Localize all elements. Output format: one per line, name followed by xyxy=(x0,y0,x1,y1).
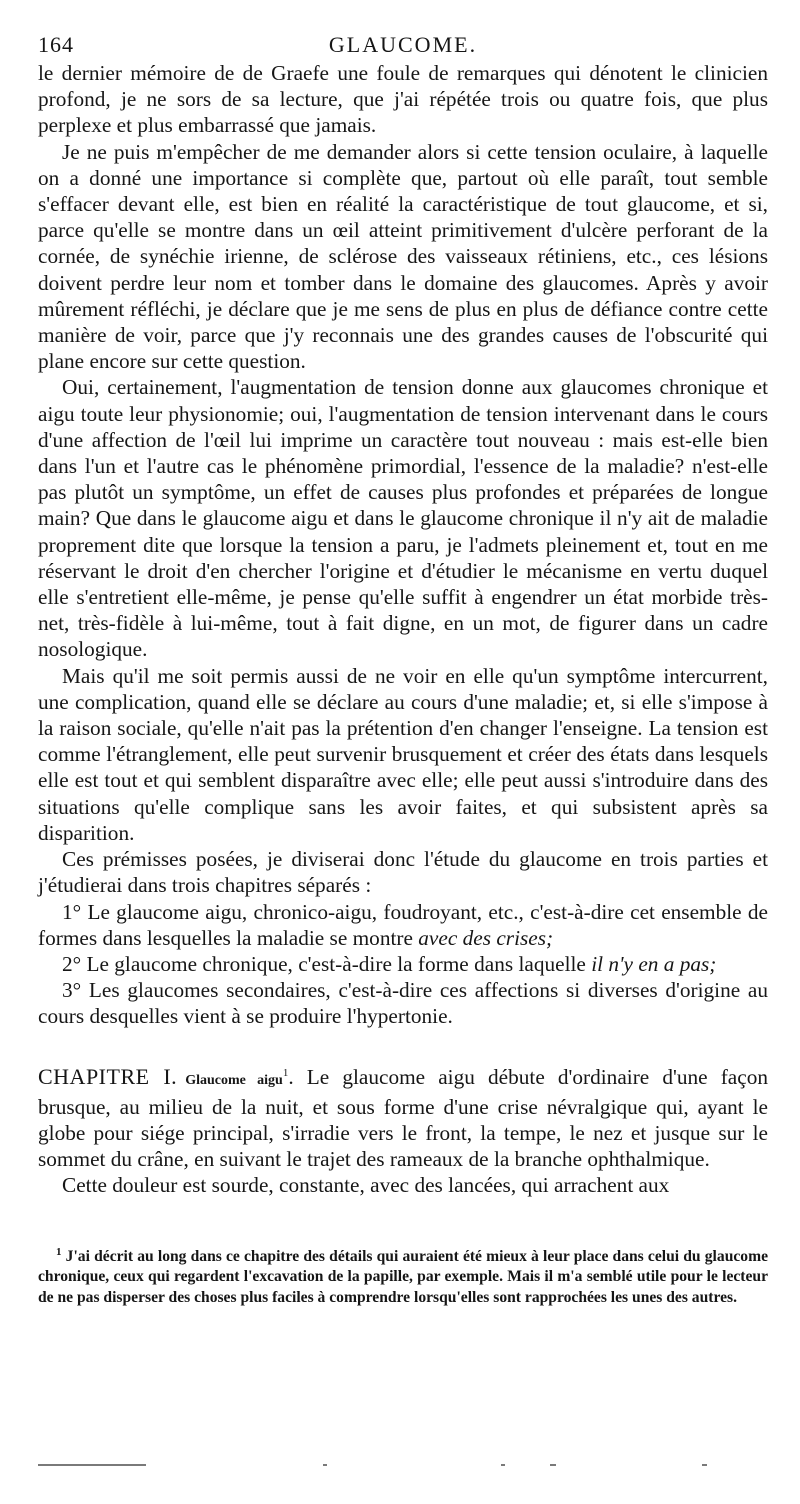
chapter-continuation: Cette douleur est sourde, constante, avec des lancées, qui arrachent aux xyxy=(62,1173,670,1198)
chapter-label: CHAPITRE I. xyxy=(38,1063,178,1089)
footnote xyxy=(38,1247,768,1309)
list-text: Le glaucome aigu, chronico-aigu, foudroyant, etc., c'est-à-dire cet ensemble de formes dans lesquelles la maladie se montre xyxy=(38,899,769,950)
bottom-marks xyxy=(38,1464,710,1468)
footnote-text: J'ai décrit au long dans ce chapitre des détails qui auraient été mieux à leur place dans celui du glaucome chronique, ceux qui regardent l'excavation de la papille, par exemple. Mais il m'a semblé utile pour le lecteur de ne pas disperser des choses plus faciles à comprendre lorsqu'elles sont rapprochées les unes des autres. xyxy=(38,1247,768,1306)
scan-mark xyxy=(702,1464,707,1466)
scan-mark xyxy=(550,1464,556,1466)
chapter-opening: CHAPITRE I. Glaucome aigu$^1$. Le glaucome aigu débute d'ordinaire d'une façon brusque, au milieu de la nuit, et sous forme d'une crise névralgique qui, ayant le globe pour siége principal, s'irradie vers le front, la tempe, le nez et jusque sur le sommet du crâne, en suivant le trajet des rameaux de la branche ophthalmique. xyxy=(38,1063,768,1172)
running-title: GLAUCOME. xyxy=(328,32,478,57)
paragraph-1: le dernier mémoire de de Graefe une foule de remarques qui dénotent le clinicien profond, je ne sors de sa lecture, que j'ai répétée trois ou quatre fois, que plus perplexe et plus embarrassé que jamais. xyxy=(38,61,768,138)
paragraph-2: Je ne puis m'empêcher de me demander alors si cette tension oculaire, à laquelle on a donné une importance si complète que, partout où elle paraît, tout semble s'effacer devant elle, est bien en réalité la caractéristique de tout glaucome, et si, parce qu'elle se montre dans un œil atteint primitivement d'ulcère perforant de la cornée, de synéchie irienne, de sclérose des vaisseaux rétiniens, etc., ces lésions doivent perdre leur nom et tomber dans le domaine des glaucomes. Après y avoir mûrement réfléchi, je déclare que je me sens de plus en plus de défiance contre cette manière de voir, parce que j'y reconnais une des grandes causes de l'obscurité qui plane encore sur cette question. xyxy=(38,139,768,374)
list-number: 1° xyxy=(62,899,82,924)
list-number: 2° xyxy=(62,951,82,976)
page-number: 164 xyxy=(38,32,74,57)
list-emphasis: avec des crises; xyxy=(418,925,554,950)
list-text: Le glaucome chronique, c'est-à-dire la forme dans laquelle xyxy=(86,951,592,976)
chapter-section xyxy=(38,1064,768,1199)
body-text xyxy=(38,60,768,1030)
paragraph-4: Mais qu'il me soit permis aussi de ne voir en elle qu'un symptôme intercurrent, une complication, quand elle se déclare au cours d'une maladie; et, si elle s'impose à la raison sociale, qu'elle n'ait pas la prétention d'en changer l'enseigne. La tension est comme l'étranglement, elle peut survenir brusquement et créer des états dans lesquels elle est tout et qui semblent disparaître avec elle; elle peut aussi s'introduire dans des situations qu'elle complique sans les avoir faites, et qui subsistent après sa disparition. xyxy=(38,663,768,845)
list-item-3 xyxy=(38,977,768,1029)
scan-mark xyxy=(38,1464,146,1466)
chapter-title: Glaucome aigu xyxy=(185,1072,283,1088)
footnote-reference: 1 xyxy=(282,1066,289,1079)
page xyxy=(38,26,768,1308)
scan-mark xyxy=(501,1464,505,1466)
footnote-marker: 1 xyxy=(56,1245,62,1258)
list-item-1 xyxy=(38,899,768,951)
running-head xyxy=(38,26,768,60)
scan-mark xyxy=(323,1464,327,1466)
list-emphasis: il n'y en a pas; xyxy=(591,951,717,976)
list-item-2 xyxy=(38,951,768,977)
chapter-text: Le glaucome aigu débute d'ordinaire d'une façon brusque, au milieu de la nuit, et sous forme d'une crise névralgique qui, ayant le globe pour siége principal, s'irradie vers le front, la tempe, le nez et jusque sur le sommet du crâne, en suivant le trajet des rameaux de la branche ophthalmique. xyxy=(38,1064,768,1172)
list-text: Les glaucomes secondaires, c'est-à-dire ces affections si diverses d'origine au cours desquelles vient à se produire l'hypertonie. xyxy=(38,978,768,1029)
paragraph-3: Oui, certainement, l'augmentation de tension donne aux glaucomes chronique et aigu toute leur physionomie; oui, l'augmentation de tension intervenant dans le cours d'une affection de l'œil lui imprime un caractère tout nouveau : mais est-elle bien dans l'un et l'autre cas le phénomène primordial, l'essence de la maladie? n'est-elle pas plutôt un symptôme, un effet de causes plus profondes et préparées de longue main? Que dans le glaucome aigu et dans le glaucome chronique il n'y ait de maladie proprement dite que lorsque la tension a paru, je l'admets pleinement et, tout en me réservant le droit d'en chercher l'origine et d'étudier le mécanisme en vertu duquel elle s'entretient elle-même, je pense qu'elle suffit à engendrer un état morbide très-net, très-fidèle à lui-même, tout à fait digne, en un mot, de figurer dans un cadre nosologique. xyxy=(38,375,768,662)
list-number: 3° xyxy=(62,978,82,1003)
paragraph-5: Ces prémisses posées, je diviserai donc l'étude du glaucome en trois parties et j'étudierai dans trois chapitres séparés : xyxy=(38,847,768,898)
